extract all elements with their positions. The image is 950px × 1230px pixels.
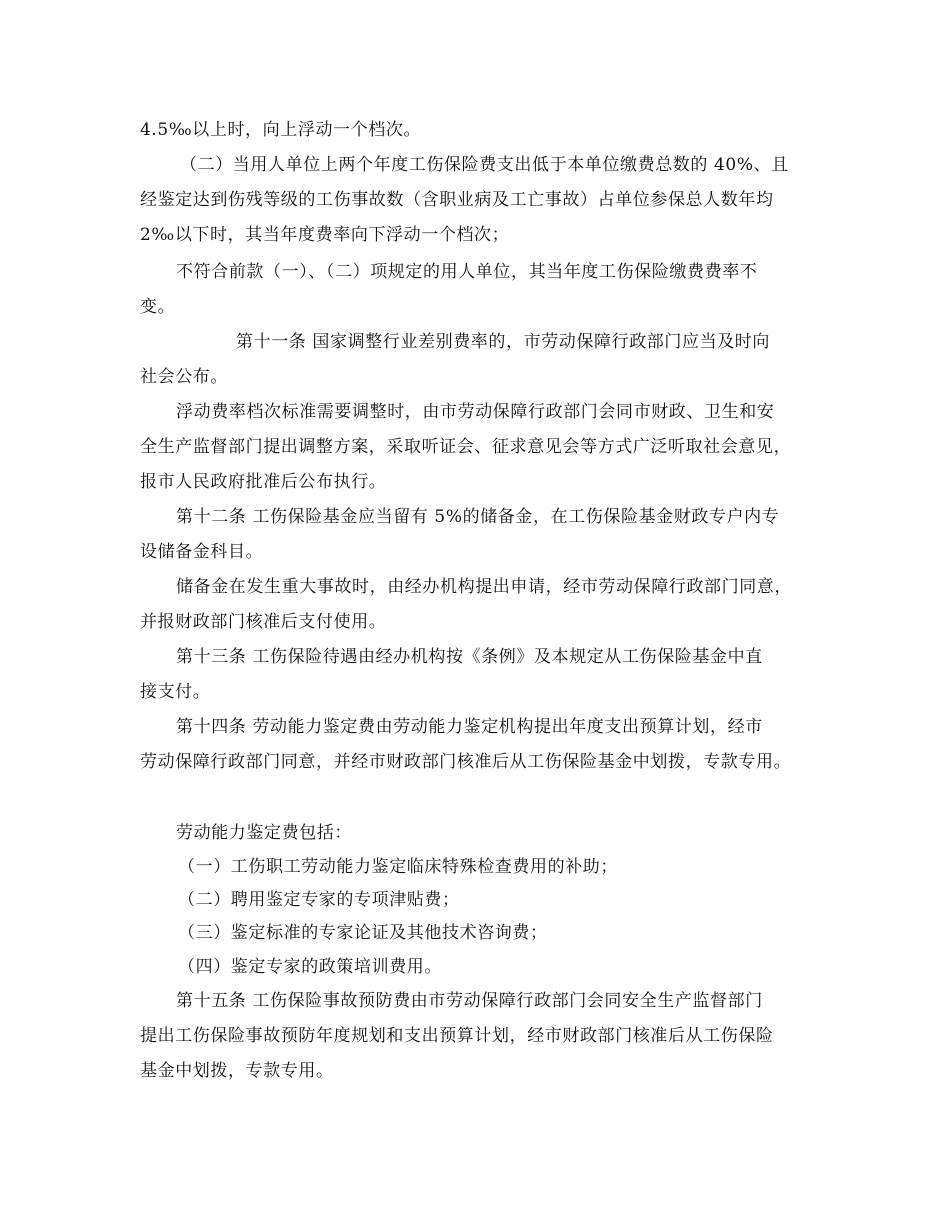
section-heading-12: 第十二条 工伤保险基金应当留有 5%的储备金，在工伤保险基金财政专户内专 bbox=[176, 507, 780, 527]
text-line: 报市人民政府批准后公布执行。 bbox=[140, 472, 387, 492]
text-line: 接支付。 bbox=[140, 682, 211, 702]
text-line: 劳动保障行政部门同意，并经市财政部门核准后从工伤保险基金中划拨，专款专用。 bbox=[140, 752, 792, 772]
text-line: 提出工伤保险事故预防年度规划和支出预算计划，经市财政部门核准后从工伤保险 bbox=[140, 1026, 774, 1046]
list-item: （一）工伤职工劳动能力鉴定临床特殊检查费用的补助； bbox=[178, 857, 618, 877]
text-line: 4.5‰以上时，向上浮动一个档次。 bbox=[140, 120, 422, 140]
list-item: （四）鉴定专家的政策培训费用。 bbox=[178, 957, 442, 977]
section-heading-14: 第十四条 劳动能力鉴定费由劳动能力鉴定机构提出年度支出预算计划，经市 bbox=[176, 717, 763, 737]
list-item: （二）聘用鉴定专家的专项津贴费； bbox=[178, 890, 460, 910]
text-line: 全生产监督部门提出调整方案，采取听证会、征求意见会等方式广泛听取社会意见， bbox=[140, 437, 792, 457]
text-line: 变。 bbox=[140, 297, 176, 317]
text-line: 基金中划拨，专款专用。 bbox=[140, 1061, 334, 1081]
text-line: 经鉴定达到伤残等级的工伤事故数（含职业病及工亡事故）占单位参保总人数年均 bbox=[140, 190, 774, 210]
text-line: （二）当用人单位上两个年度工伤保险费支出低于本单位缴费总数的 40%、且 bbox=[180, 155, 789, 175]
section-heading-15: 第十五条 工伤保险事故预防费由市劳动保障行政部门会同安全生产监督部门 bbox=[176, 991, 763, 1011]
list-item: （三）鉴定标准的专家论证及其他技术咨询费； bbox=[178, 923, 548, 943]
text-line: 社会公布。 bbox=[140, 367, 228, 387]
text-line: 并报财政部门核准后支付使用。 bbox=[140, 612, 387, 632]
text-line: 劳动能力鉴定费包括： bbox=[176, 823, 352, 843]
text-line: 储备金在发生重大事故时，由经办机构提出申请，经市劳动保障行政部门同意， bbox=[176, 577, 792, 597]
section-heading-11: 第十一条 国家调整行业差别费率的，市劳动保障行政部门应当及时向 bbox=[236, 332, 771, 352]
text-line: 浮动费率档次标准需要调整时，由市劳动保障行政部门会同市财政、卫生和安 bbox=[176, 402, 775, 422]
section-heading-13: 第十三条 工伤保险待遇由经办机构按《条例》及本规定从工伤保险基金中直 bbox=[176, 647, 763, 667]
text-line: 2‰以下时，其当年度费率向下浮动一个档次； bbox=[140, 225, 510, 245]
text-line: 不符合前款（一）、（二）项规定的用人单位，其当年度工伤保险缴费费率不 bbox=[176, 262, 758, 282]
text-line: 设储备金科目。 bbox=[140, 542, 264, 562]
